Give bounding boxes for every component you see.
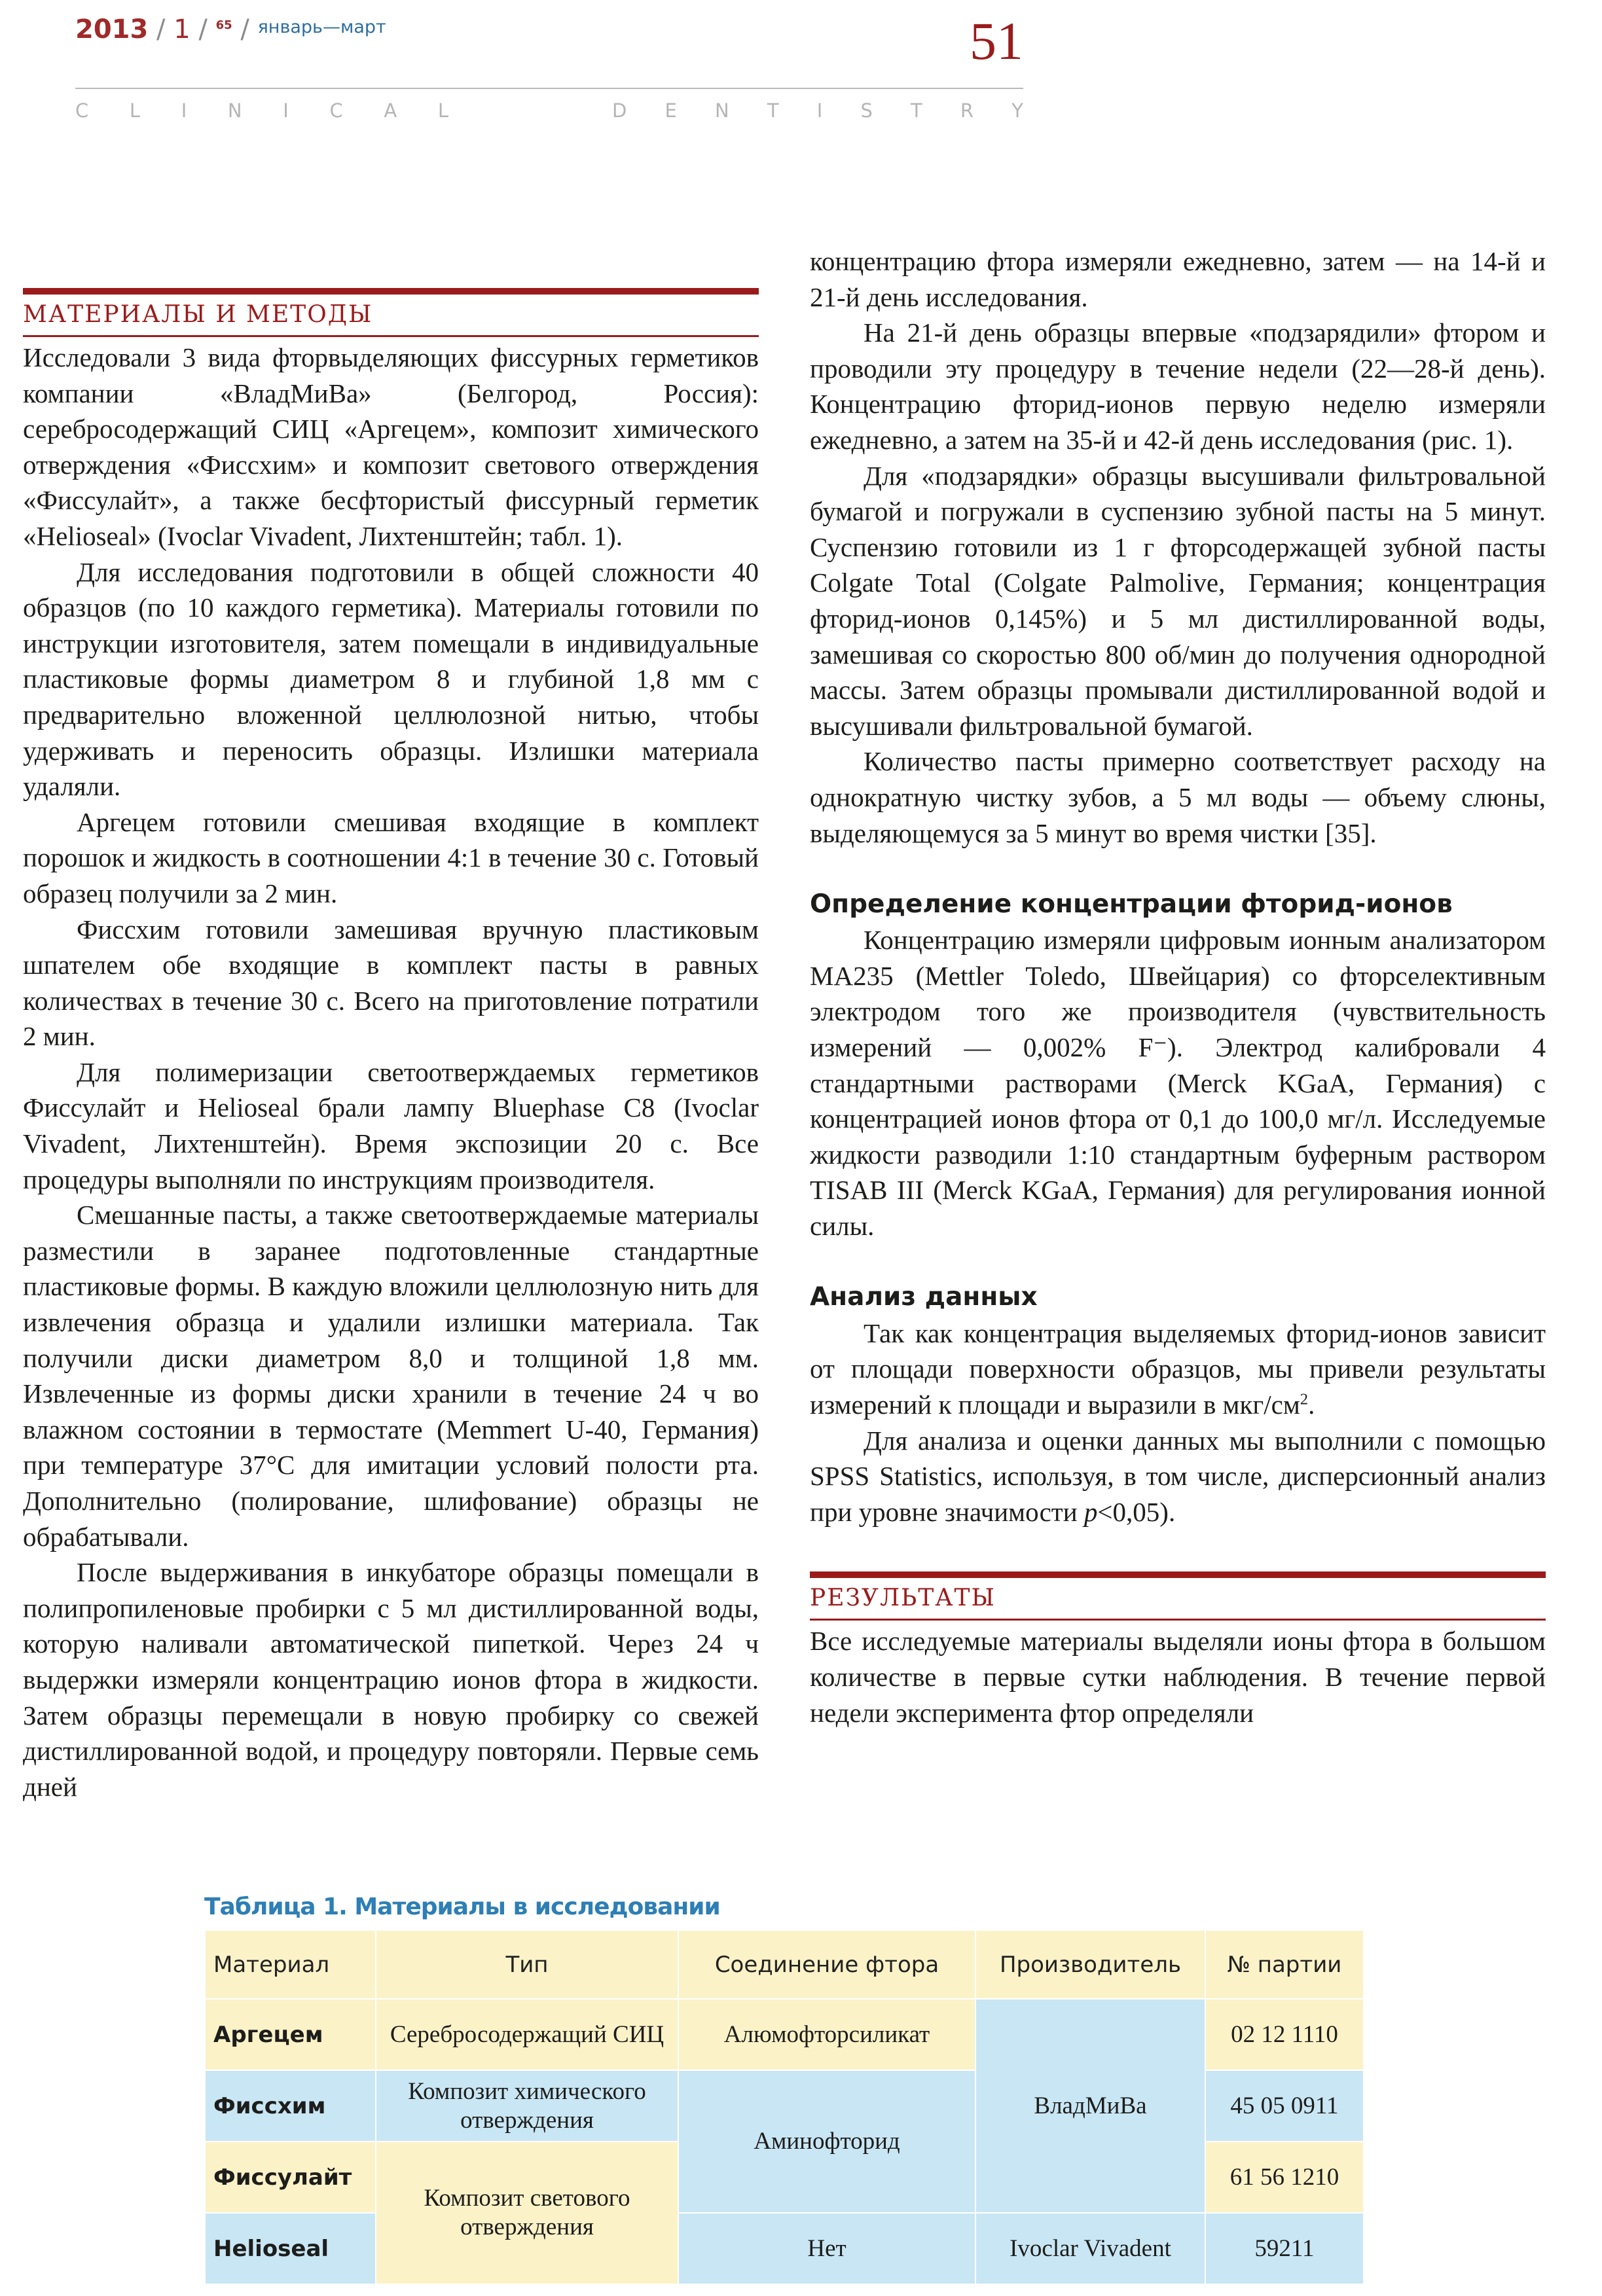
issue-year: 2013 bbox=[75, 14, 149, 45]
paragraph: После выдерживания в инкубаторе образцы помещали в полипропиленовые пробирки с 5 мл дистиллированной воды, которую наливали автоматической пипеткой. Через 24 ч выдержки измеряли концентрацию ионов фтора в жидкости. Затем образцы перемещали в новую пробирку со свежей дистиллированной водой, и процедуру повторяли. Первые семь дней bbox=[23, 1557, 759, 1802]
subheading-analysis: Анализ данных bbox=[810, 1282, 1038, 1312]
cell-material: Фиссхим bbox=[205, 2070, 376, 2142]
table-header-row bbox=[205, 1930, 1364, 1999]
cell-batch: 45 05 0911 bbox=[1205, 2070, 1364, 2142]
table-caption: Таблица 1. Материалы в исследовании bbox=[204, 1893, 720, 1920]
issue-number: 1 bbox=[173, 14, 191, 45]
separator: / bbox=[190, 14, 216, 45]
paragraph: концентрацию фтора измеряли ежедневно, затем — на 14-й и 21-й день исследования. bbox=[810, 246, 1546, 312]
column-header: Тип bbox=[376, 1930, 678, 1999]
section-title-methods: МАТЕРИАЛЫ И МЕТОДЫ bbox=[23, 301, 373, 328]
cell-type: Композит светового отверждения bbox=[376, 2142, 678, 2284]
right-column bbox=[810, 243, 1546, 1731]
issue-info bbox=[75, 14, 386, 45]
materials-table bbox=[204, 1929, 1364, 2285]
paragraph: Количество пасты примерно соответствует расходу на однократную чистку зубов, а 5 мл воды — объему слюны, выделяющемуся за 5 минут во время чистки [35]. bbox=[810, 746, 1546, 848]
paragraph: Фиссхим готовили замешивая вручную пластиковым шпателем обе входящие в комплект пасты в равных количествах в течение 30 с. Всего на приготовление потратили 2 мин. bbox=[23, 914, 759, 1052]
paragraph: Смешанные пасты, а также светоотверждаемые материалы разместили в заранее подготовленные стандартные пластиковые формы. В каждую вложили целлюлозную нить для извлечения образца и удалили излишки материала. Так получили диски диаметром 8,0 и толщиной 1,8 мм. Извлеченные из формы диски хранили в течение 24 ч во влажном состоянии в термостате (Memmert U-40, Германия) при температуре 37°С для имитации условий полости рта. Дополнительно (полирование, шлифование) образцы не обрабатывали. bbox=[23, 1200, 759, 1552]
paragraph: На 21-й день образцы впервые «подзарядили» фтором и проводили эту процедуру в течение недели (22—28-й день). Концентрацию фторид-ионов первую неделю измеряли ежедневно, а затем на 35-й и 42-й день исследования (рис. 1). bbox=[810, 317, 1546, 455]
column-header: Соединение фтора bbox=[678, 1930, 975, 1999]
section-bar bbox=[23, 288, 759, 295]
cell-batch: 61 56 1210 bbox=[1205, 2142, 1364, 2213]
cell-type: Серебросодержащий СИЦ bbox=[376, 1999, 678, 2070]
journal-word-clinical: C L I N I C A L bbox=[75, 99, 448, 122]
paragraph: Для исследования подготовили в общей сложности 40 образцов (по 10 каждого герметика). Материалы готовили по инструкции изготовителя, затем помещали в индивидуальные пластиковые формы диаметром 8 и глубиной 1,8 мм с предварительно вложенной целлюлозной нитью, чтобы удерживать и переносить образцы. Излишки материала удаляли. bbox=[23, 556, 759, 802]
cell-compound: Аминофторид bbox=[678, 2070, 975, 2213]
paragraph: Все исследуемые материалы выделяли ионы фтора в большом количестве в первые сутки наблюдения. В течение первой недели эксперимента фтор определяли bbox=[810, 1626, 1546, 1728]
issue-months: январь—март bbox=[257, 17, 386, 37]
paragraph: Аргецем готовили смешивая входящие в комплект порошок и жидкость в соотношении 4:1 в течение 30 с. Готовый образец получили за 2 мин. bbox=[23, 806, 759, 908]
column-header: № партии bbox=[1205, 1930, 1364, 1999]
column-header: Производитель bbox=[975, 1930, 1205, 1999]
journal-word-dentistry: D E N T I S T R Y bbox=[612, 99, 1023, 122]
paragraph: Для анализа и оценки данных мы выполнили с помощью SPSS Statistics, используя, в том числе, дисперсионный анализ при уровне значимости p<0,05). bbox=[810, 1425, 1546, 1527]
section-bar bbox=[810, 1571, 1546, 1578]
cell-compound: Нет bbox=[678, 2213, 975, 2284]
header-rule bbox=[75, 88, 1023, 89]
cell-type: Композит химического отверждения bbox=[376, 2070, 678, 2142]
cell-material: Аргецем bbox=[205, 1999, 376, 2070]
cell-material: Фиссулайт bbox=[205, 2142, 376, 2213]
cell-batch: 02 12 1110 bbox=[1205, 1999, 1364, 2070]
cell-material: Helioseal bbox=[205, 2213, 376, 2284]
left-column bbox=[23, 288, 759, 1804]
cell-batch: 59211 bbox=[1205, 2213, 1364, 2284]
page-number: 51 bbox=[970, 11, 1023, 71]
cell-manufacturer: ВладМиВа bbox=[975, 1999, 1205, 2213]
section-rule bbox=[810, 1619, 1546, 1621]
page-header bbox=[75, 11, 1023, 122]
cell-compound: Алюмофторсиликат bbox=[678, 1999, 975, 2070]
paragraph: Исследовали 3 вида фторвыделяющих фиссурных герметиков компании «ВладМиВа» (Белгород, Россия): серебросодержащий СИЦ «Аргецем», композит химического отверждения «Фиссхим» и композит светового отверждения «Фиссулайт», а также бесфтористый фиссурный герметик «Helioseal» (Ivoclar Vivadent, Лихтенштейн; табл. 1). bbox=[23, 342, 759, 551]
journal-name bbox=[75, 99, 1023, 126]
cell-manufacturer: Ivoclar Vivadent bbox=[975, 2213, 1205, 2284]
paragraph: Концентрацию измеряли цифровым ионным анализатором МА235 (Mettler Toledo, Швейцария) со фторселективным электродом того же производителя (чувствительность измерений — 0,002% F⁻). Электрод калибровали 4 стандартными растворами (Merck KGaA, Германия) с концентрацией ионов фтора от 0,1 до 100,0 мг/л. Исследуемые жидкости разводили 1:10 стандартным буферным раствором TISAB III (Merck KGaA, Германия) для регулирования ионной силы. bbox=[810, 925, 1546, 1242]
issue-total-number: 65 bbox=[215, 18, 232, 32]
section-rule bbox=[23, 335, 759, 337]
column-header: Материал bbox=[205, 1930, 376, 1999]
paragraph: Так как концентрация выделяемых фторид-ионов зависит от площади поверхности образцов, мы привели результаты измерений к площади и выразили в мкг/$см^2$. bbox=[810, 1318, 1546, 1420]
separator: / bbox=[148, 14, 174, 45]
subheading-fluoride: Определение концентрации фторид-ионов bbox=[810, 889, 1453, 919]
table-row bbox=[205, 1999, 1364, 2070]
paragraph: Для «подзарядки» образцы высушивали фильтровальной бумагой и погружали в суспензию зубной пасты на 5 минут. Суспензию готовили из 1 г фторсодержащей зубной пасты Colgate Total (Colgate Palmolive, Германия; концентрация фторид-ионов 0,145%) и 5 мл дистиллированной воды, замешивая со скоростью 800 об/мин до получения однородной массы. Затем образцы промывали дистиллированной водой и высушивали фильтровальной бумагой. bbox=[810, 460, 1546, 741]
separator: / bbox=[232, 14, 258, 45]
section-title-results: РЕЗУЛЬТАТЫ bbox=[810, 1585, 996, 1612]
paragraph: Для полимеризации светоотверждаемых герметиков Фиссулайт и Helioseal брали лампу Bluephase C8 (Ivoclar Vivadent, Лихтенштейн). Время экспозиции 20 с. Все процедуры выполняли по инструкциям производителя. bbox=[23, 1056, 759, 1194]
